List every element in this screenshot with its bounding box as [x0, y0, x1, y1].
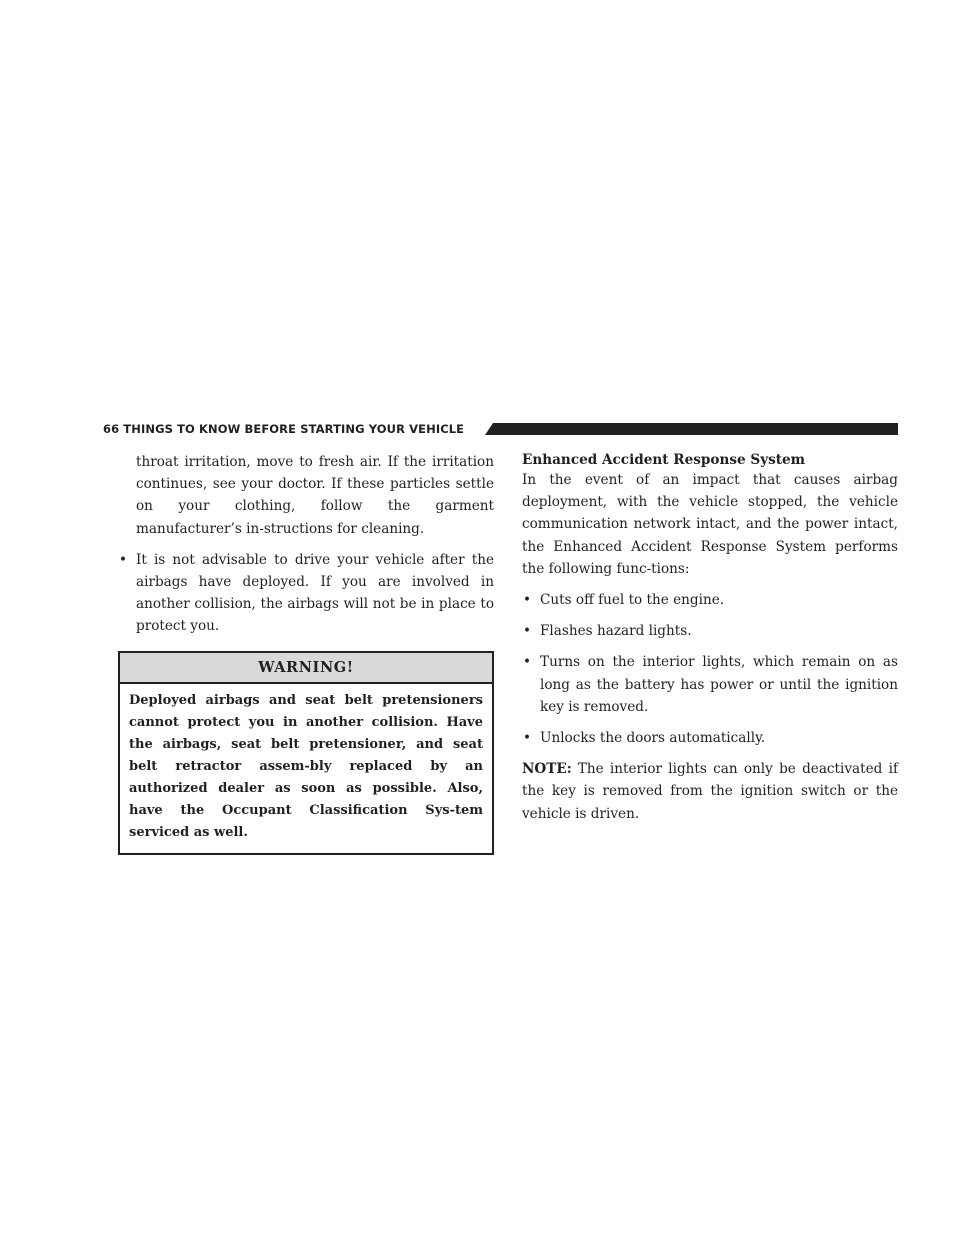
- list-item: [522, 620, 898, 642]
- page-header: [103, 421, 898, 437]
- bullet-mark: •: [523, 592, 532, 609]
- list-item-text: It is not advisable to drive your vehicle after the airbags have deployed. If you are involved in another collision, the airbags will not be in place to protect you.: [136, 551, 494, 635]
- bullet-mark: •: [523, 730, 532, 747]
- list-item: [522, 727, 898, 749]
- list-item: [118, 549, 494, 638]
- warning-body: Deployed airbags and seat belt pretensioners cannot protect you in another collision. Have the airbags, seat belt pretensioner, and seat belt retractor assem-bly replaced by an authorized dealer as soon as possible. Also, have the Occupant Classification Sys-tem serviced as well.: [129, 692, 483, 840]
- continued-paragraph: throat irritation, move to fresh air. If the irritation continues, see your doctor. If these particles settle on your clothing, follow the garment manufacturer’s in-structions for cleaning.: [136, 454, 494, 537]
- list-item-text: Unlocks the doors automatically.: [540, 730, 766, 747]
- list-item-text: Turns on the interior lights, which remain on as long as the battery has power or until the ignition key is removed.: [540, 654, 898, 715]
- header-bar: [485, 423, 898, 435]
- right-column: [522, 451, 898, 825]
- note-text: The interior lights can only be deactivated if the key is removed from the ignition switch or the vehicle is driven.: [522, 761, 898, 822]
- note-paragraph: [522, 758, 898, 825]
- bullet-mark: •: [523, 654, 532, 671]
- page-header-label: 66 THINGS TO KNOW BEFORE STARTING YOUR VEHICLE: [103, 422, 465, 436]
- bullet-mark: •: [523, 623, 532, 640]
- list-item-text: Cuts off fuel to the engine.: [540, 592, 725, 609]
- section-title: Enhanced Accident Response System: [522, 452, 806, 468]
- list-item: [522, 651, 898, 718]
- list-item: [522, 589, 898, 611]
- list-item-text: Flashes hazard lights.: [540, 623, 692, 640]
- left-column: [118, 451, 494, 855]
- intro-paragraph: In the event of an impact that causes airbag deployment, with the vehicle stopped, the vehicle communication network intact, and the power intact, the Enhanced Accident Response System performs the following func-tions:: [522, 472, 898, 577]
- bullet-mark: •: [119, 551, 128, 568]
- warning-box: [118, 651, 494, 855]
- warning-title: WARNING!: [120, 653, 492, 684]
- note-label: NOTE:: [522, 761, 572, 778]
